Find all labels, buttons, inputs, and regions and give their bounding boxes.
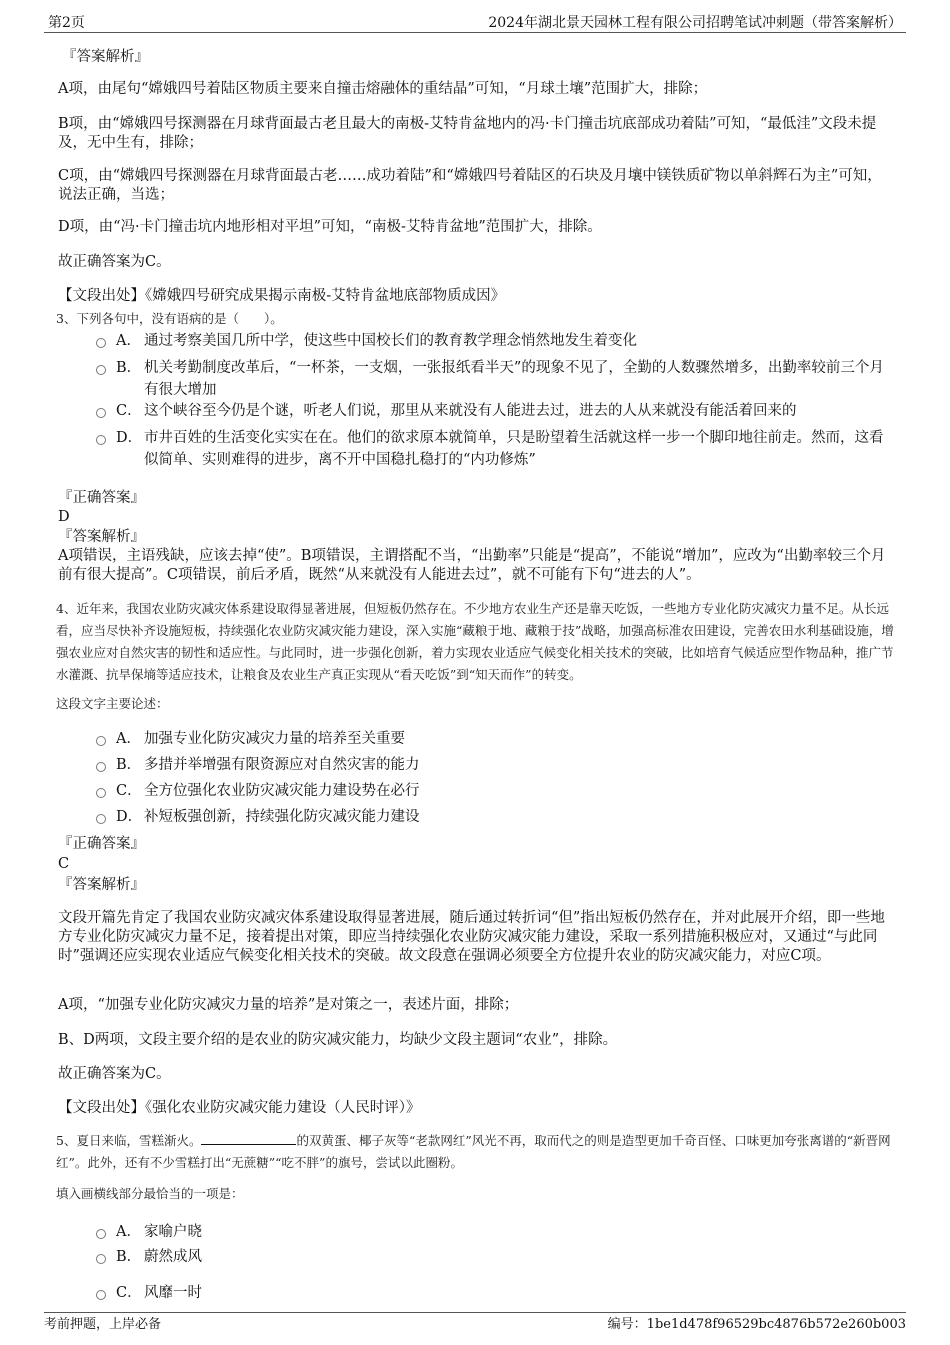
option-text: 多措并举增强有限资源应对自然灾害的能力 xyxy=(144,757,420,773)
option-label: D． xyxy=(116,430,143,446)
q3-option-d[interactable] xyxy=(96,427,886,471)
q3-answer: D xyxy=(58,509,70,525)
q4-prompt: 这段文字主要论述： xyxy=(56,696,169,711)
q5-stem-before: 5、夏日来临，雪糕渐火。 xyxy=(56,1133,202,1148)
q2-analysis-label: 『答案解析』 xyxy=(62,49,149,65)
option-label: C． xyxy=(116,403,142,419)
document-title: 2024年湖北景天园林工程有限公司招聘笔试冲刺题（带答案解析） xyxy=(488,15,902,31)
q4-analysis-bd: B、D两项，文段主要介绍的是农业的防灾减灾能力，均缺少文段主题词“农业”，排除。 xyxy=(58,1032,618,1048)
q4-analysis-a: A项，“加强专业化防灾减灾力量的培养”是对策之一，表述片面，排除； xyxy=(58,997,519,1013)
option-text: 通过考察美国几所中学，使这些中国校长们的教育教学理念悄然地发生着变化 xyxy=(144,333,637,349)
q5-option-b[interactable] xyxy=(96,1246,202,1268)
q4-answer-label: 『正确答案』 xyxy=(58,836,145,852)
option-label: A． xyxy=(116,731,141,747)
document-id: 编号：1be1d478f96529bc4876b572e260b003 xyxy=(607,1317,906,1332)
q5-prompt: 填入画横线部分最恰当的一项是： xyxy=(56,1186,244,1201)
option-label: C． xyxy=(116,1285,142,1301)
q5-option-a[interactable] xyxy=(96,1221,202,1243)
q5-stem xyxy=(56,1130,896,1174)
q2-analysis-c: C项，由“嫦娥四号探测器在月球背面最古老……成功着陆”和“嫦娥四号着陆区的石块及月壤中镁铁质矿物以单斜辉石为主”可知，说法正确，当选； xyxy=(58,168,882,203)
q2-analysis-d: D项，由“冯·卡门撞击坑内地形相对平坦”可知，“南极-艾特肯盆地”范围扩大，排除。 xyxy=(58,219,602,235)
radio-icon[interactable] xyxy=(96,365,106,375)
q4-option-a[interactable] xyxy=(96,728,405,750)
header-divider xyxy=(44,32,906,33)
option-text: 风靡一时 xyxy=(144,1285,202,1301)
radio-icon[interactable] xyxy=(96,814,106,824)
q4-conclusion: 故正确答案为C。 xyxy=(58,1066,171,1082)
q2-analysis-a: A项，由尾句“嫦娥四号着陆区物质主要来自撞击熔融体的重结晶”可知，“月球土壤”范围扩大，排除； xyxy=(58,81,708,97)
fill-blank-line xyxy=(201,1132,296,1145)
radio-icon[interactable] xyxy=(96,1254,106,1264)
radio-icon[interactable] xyxy=(96,788,106,798)
q3-stem: 3、下列各句中，没有语病的是（ ）。 xyxy=(56,311,283,326)
q4-stem: 4、近年来，我国农业防灾减灾体系建设取得显著进展，但短板仍然存在。不少地方农业生产还是靠天吃饭，一些地方专业化防灾减灾力量不足。从长远看，应当尽快补齐设施短板，持续强化农业防灾减灾能力建设，深入实施“藏粮于地、藏粮于技”战略，加强高标准农田建设，完善农田水利基础设施，增强农业应对自然灾害的韧性和适应性。与此同时，进一步强化创新，着力实现农业适应气候变化相关技术的突破，比如培育气候适应型作物品种，推广节水灌溉、抗旱保墒等适应技术，让粮食及农业生产真正实现从“看天吃饭”到“知天而作”的转变。 xyxy=(56,601,894,682)
q4-option-d[interactable] xyxy=(96,806,420,828)
option-text: 市井百姓的生活变化实实在在。他们的欲求原本就简单，只是盼望着生活就这样一步一个脚印地往前走。然而，这看似简单、实则难得的进步，离不开中国稳扎稳打的“内功修炼” xyxy=(144,430,884,468)
radio-icon[interactable] xyxy=(96,762,106,772)
q2-analysis-b: B项，由“嫦娥四号探测器在月球背面最古老且最大的南极-艾特肯盆地内的冯·卡门撞击坑底部成功着陆”可知，“最低洼”文段未提及，无中生有，排除； xyxy=(58,116,877,151)
option-label: B． xyxy=(116,360,142,376)
q4-option-c[interactable] xyxy=(96,780,420,802)
q4-answer: C xyxy=(58,856,70,872)
page-number: 第2页 xyxy=(48,15,85,31)
q4-option-b[interactable] xyxy=(96,754,420,776)
radio-icon[interactable] xyxy=(96,435,106,445)
option-text: 蔚然成风 xyxy=(144,1249,202,1265)
q4-analysis-label: 『答案解析』 xyxy=(58,877,145,893)
q4-analysis: 文段开篇先肯定了我国农业防灾减灾体系建设取得显著进展，随后通过转折词“但”指出短板仍然存在，并对此展开介绍，即一些地方专业化防灾减灾力量不足，接着提出对策，即应当持续强化农业防灾减灾能力建设，采取一系列措施积极应对，又通过“与此同时”强调还应实现农业适应气候变化相关技术的突破。故文段意在强调必须要全方位提升农业的防灾减灾能力，对应C项。 xyxy=(58,910,885,964)
option-label: B． xyxy=(116,757,142,773)
q2-conclusion: 故正确答案为C。 xyxy=(58,254,171,270)
option-label: C． xyxy=(116,783,142,799)
option-label: A． xyxy=(116,1224,141,1240)
option-text: 机关考勤制度改革后，“一杯茶，一支烟，一张报纸看半天”的现象不见了，全勤的人数骤然增多，出勤率较前三个月有很大增加 xyxy=(144,360,884,398)
radio-icon[interactable] xyxy=(96,338,106,348)
radio-icon[interactable] xyxy=(96,1229,106,1239)
q3-option-b[interactable] xyxy=(96,357,896,401)
q3-analysis-label: 『答案解析』 xyxy=(58,529,145,545)
q3-answer-label: 『正确答案』 xyxy=(58,490,145,506)
option-label: D． xyxy=(116,809,143,825)
q4-source: 【文段出处】《强化农业防灾减灾能力建设（人民时评）》 xyxy=(58,1100,421,1116)
option-text: 家喻户晓 xyxy=(144,1224,202,1240)
option-label: A． xyxy=(116,333,141,349)
option-text: 加强专业化防灾减灾力量的培养至关重要 xyxy=(144,731,405,747)
option-label: B． xyxy=(116,1249,142,1265)
radio-icon[interactable] xyxy=(96,736,106,746)
option-text: 全方位强化农业防灾减灾能力建设势在必行 xyxy=(144,783,420,799)
q5-stem-after: 的双黄蛋、椰子灰等“老款网红”风光不再，取而代之的则是造型更加千奇百怪、口味更加夸张离谱的“新晋网红”。此外，还有不少雪糕打出“无蔗糖”“吃不胖”的旗号，尝试以此圈粉。 xyxy=(56,1133,891,1170)
radio-icon[interactable] xyxy=(96,1290,106,1300)
option-text: 这个峡谷至今仍是个谜，听老人们说，那里从来就没有人能进去过，进去的人从来就没有能活着回来的 xyxy=(144,403,797,419)
q3-option-a[interactable] xyxy=(96,330,896,352)
q3-option-c[interactable] xyxy=(96,400,896,422)
q3-analysis: A项错误，主语残缺，应该去掉“使”。B项错误，主谓搭配不当，“出勤率”只能是“提高”，不能说“增加”，应改为“出勤率较三个月前有很大提高”。C项错误，前后矛盾，既然“从来就没有人能进去过”，就不可能有下句“进去的人”。 xyxy=(58,548,886,583)
option-text: 补短板强创新，持续强化防灾减灾能力建设 xyxy=(144,809,420,825)
q2-source: 【文段出处】《嫦娥四号研究成果揭示南极-艾特肯盆地底部物质成因》 xyxy=(58,288,506,304)
q5-option-c[interactable] xyxy=(96,1282,202,1304)
footer-slogan: 考前押题，上岸必备 xyxy=(44,1317,162,1332)
radio-icon[interactable] xyxy=(96,408,106,418)
